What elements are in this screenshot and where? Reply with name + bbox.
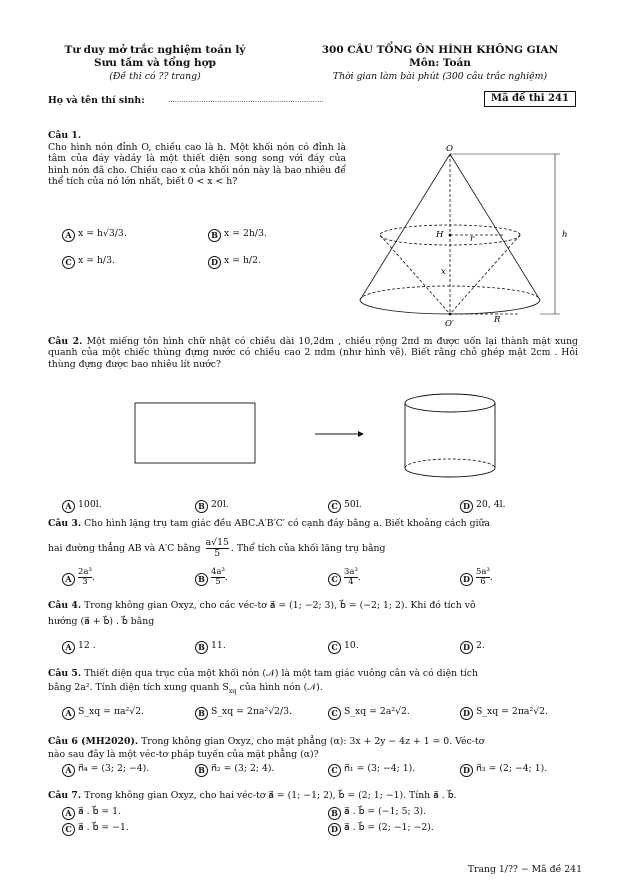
label-r: r [470,234,475,244]
option-letter-d: D [460,641,473,654]
q5-option-d-text: S_xq = 2πa²√2. [476,706,549,717]
q1-option-a[interactable] [62,228,127,242]
q3-c-num: 3a³ [344,567,358,577]
q4-option-c-text: 10. [344,640,359,651]
q7-text: Trong không gian Oxyz, cho hai véc-tơ a⃗ = (1; −1; 2), b⃗ = (2; 1; −1). Tính a⃗ . b⃗. [84,790,457,801]
q6-option-c-text: n⃗₁ = (3; −4; 1). [344,763,416,774]
point-O-prime [449,313,452,316]
q1-option-d-text: x = h/2. [224,255,261,266]
q2-body: Một miếng tôn hình chữ nhật có chiều dài 10,2dm , chiều rộng 2πd m được uốn lại thành mặt xung quanh của một chiếc thùng đựng nước có chiều cao 2 πdm (như hình vẽ). Biết rằng chỗ ghép mật 2cm . Hỏi thùng đựng được bao nhiêu lít nước? [48,336,579,370]
q6-option-d-text: n⃗₃ = (2; −4; 1). [476,763,548,774]
q6-option-c[interactable] [328,763,415,777]
q6-text1: Trong không gian Oxyz, cho mặt phẳng (α): 3x + 2y − 4z + 1 = 0. Véc-tơ [141,736,485,747]
q4-option-b-text: 11. [211,640,226,651]
inner-cone-left [380,235,450,314]
option-letter-d: D [460,764,473,777]
q5-line1 [48,668,478,680]
q3-c-den: 4 [348,577,354,587]
q5-line2: bằng 2a². Tính diện tích xung quanh $S_{xq}$ của hình nón (𝒩). [48,682,323,695]
q5-option-c-text: S_xq = 2a²√2. [344,706,410,717]
q3-option-a[interactable]: A $\frac{\text{2a³}}{3}$ . [62,568,95,587]
q6-option-b[interactable] [195,763,274,777]
q5-text2: bằng 2a². Tính diện tích xung quanh S [48,682,229,693]
q3-b-frac [211,568,225,587]
q3-text2a: hai đường thẳng AB và A′C bằng [48,543,201,554]
label-h: h [562,230,568,240]
q4-option-b[interactable] [195,640,226,654]
q1-cone-figure [350,140,580,330]
q3-text1: Cho hình lặng trụ tam giác đều ABC.A′B′C′ có cạnh đáy bằng a. Biết khoảng cách giữa [84,518,491,529]
q3-text2b: . Thể tích của khối lăng trụ bằng [230,543,386,554]
q2-option-c-text: 50l. [344,499,362,510]
q3-option-d[interactable]: D $\frac{\text{5a³}}{6}$ . [460,568,493,587]
q6-line1 [48,736,484,748]
q3-a-frac [78,568,92,587]
q3-a-den: 3 [82,577,88,587]
q2-figure [130,388,520,488]
q7-option-c[interactable] [62,822,129,836]
inner-cone-right [450,235,520,314]
q5-text1: Thiết diện qua trục của một khối nón (𝒩) là một tam giác vuông cân và có diện tích [84,668,478,679]
q1-option-a-text: x = h√3/3. [78,228,127,239]
student-name-dots: ...................................................................... [168,96,324,104]
q4-text1: Trong không gian Oxyz, cho các véc-tơ a⃗ = (1; −2; 3), b⃗ = (−2; 1; 2). Khi đó tích vô [84,600,476,611]
q6-option-d[interactable] [460,763,547,777]
cylinder-bottom-back [405,459,495,468]
option-letter-b: B [195,764,208,777]
base-ellipse-back [360,286,540,300]
header-right-subject: Môn: Toán [409,57,471,69]
q3-option-c[interactable]: C $\frac{\text{3a³}}{4}$ . [328,568,361,587]
q3-frac-den: 5 [214,548,221,559]
option-letter-a: A [62,573,75,586]
q2-option-a[interactable] [62,499,102,513]
q7-number: Câu 7. [48,790,82,801]
q6-option-b-text: n⃗₂ = (3; 2; 4). [211,763,275,774]
q3-option-b[interactable]: B $\frac{\text{4a³}}{5}$ . [195,568,228,587]
option-letter-b: B [195,707,208,720]
q5-option-b[interactable] [195,706,292,720]
cylinder-bottom-front [405,468,495,477]
option-letter-b: B [195,500,208,513]
q3-c-frac [344,568,358,587]
q1-option-b[interactable] [208,228,267,242]
q3-d-num: 5a³ [476,567,490,577]
q4-line1 [48,600,476,612]
q2-option-b[interactable] [195,499,229,513]
q6-option-a-text: n⃗₄ = (3; 2; −4). [78,763,150,774]
header-left-line3: (Đề thi có ?? trang) [109,71,201,82]
q7-option-b[interactable] [328,806,426,820]
label-H: H [436,230,444,240]
option-letter-b: B [195,573,208,586]
q4-number: Câu 4. [48,600,82,611]
q5-number: Câu 5. [48,668,82,679]
q5-option-d[interactable] [460,706,548,720]
q3-fraction [206,538,229,559]
option-letter-d: D [208,256,221,269]
option-letter-a: A [62,764,75,777]
q5-option-a[interactable] [62,706,144,720]
q6-line2: nào sau đây là một véc-tơ pháp tuyến của mặt phẳng (α)? [48,749,319,760]
option-letter-c: C [328,573,341,586]
point-H [449,234,452,237]
q4-option-d[interactable] [460,640,485,654]
label-x: x [441,267,446,277]
q7-line1 [48,790,457,802]
q7-option-b-text: a⃗ . b⃗ = (−1; 5; 3). [344,806,427,817]
q5-option-b-text: S_xq = 2πa²√2/3. [211,706,293,717]
q3-number: Câu 3. [48,518,82,529]
q5-option-c[interactable] [328,706,410,720]
q3-frac-num: a√15 [205,537,229,548]
q7-option-a[interactable] [62,806,121,820]
q1-text: Cho hình nón đỉnh O, chiều cao là h. Một khối nón có đỉnh là tâm của đáy vàdáy là một thiết diện song song với đáy của hình nón đã cho. Chiều cao x của khối nón này là bao nhiêu để thể tích của nó lớn nhất, biết 0 < x < h? [48,142,346,188]
q1-option-c[interactable] [62,255,115,269]
header-left-line1: Tư duy mở trắc nghiệm toán lý [64,44,246,56]
q3-a-num: 2a³ [78,567,92,577]
option-letter-a: A [62,807,75,820]
q4-line2: hướng (a⃗ + b⃗) . b⃗ bằng [48,616,155,627]
option-letter-a: A [62,641,75,654]
header-left-line2: Sưu tầm và tổng hợp [94,57,216,69]
q5-option-a-text: S_xq = πa²√2. [78,706,145,717]
header-right-time: Thời gian làm bài phút (300 câu trắc nghiệm) [332,71,548,82]
q4-option-d-text: 2. [476,640,485,651]
label-R: R [494,315,501,325]
q2-option-a-text: 100l. [78,499,102,510]
q4-option-c[interactable] [328,640,359,654]
q7-option-d-text: a⃗ . b⃗ = (2; −1; −2). [344,822,434,833]
sheet-rectangle [135,403,255,463]
option-letter-d: D [328,823,341,836]
q7-option-c-text: a⃗ . b⃗ = −1. [78,822,129,833]
q2-option-d-text: 20, 4l. [476,499,506,510]
option-letter-a: A [62,500,75,513]
option-letter-c: C [328,641,341,654]
q2-option-c[interactable] [328,499,362,513]
option-letter-a: A [62,707,75,720]
q2-text [48,336,578,370]
label-O: O [446,144,453,154]
option-letter-d: D [460,573,473,586]
q2-number: Câu 2. [48,336,83,347]
option-letter-c: C [328,707,341,720]
q3-d-frac [476,568,490,587]
q1-title: Câu 1. [48,130,82,141]
option-letter-b: B [328,807,341,820]
option-letter-c: C [62,256,75,269]
q1-option-b-text: x = 2h/3. [224,228,267,239]
q7-option-d[interactable] [328,822,434,836]
page-footer: Trang 1/?? − Mã đề 241 [467,864,582,875]
q4-option-a-text: 12 . [78,640,96,651]
q7-option-a-text: a⃗ . b⃗ = 1. [78,806,122,817]
q3-line2 [48,538,385,559]
q3-b-den: 5 [215,577,221,587]
q6-number: Câu 6 (MH2020). [48,736,139,747]
option-letter-d: D [460,707,473,720]
label-O2: O′ [445,319,454,329]
q3-b-num: 4a³ [211,567,225,577]
student-name-label: Họ và tên thí sinh: [48,95,145,106]
q1-option-d[interactable] [208,255,261,269]
q3-line1 [48,518,490,530]
option-letter-d: D [460,500,473,513]
cylinder-top [405,394,495,412]
q5-text2b: của hình nón (𝒩). [236,682,323,693]
exam-code-box: Mã đề thi 241 [484,91,576,107]
q6-option-a[interactable] [62,763,149,777]
arrow-head [358,431,364,437]
option-letter-c: C [328,500,341,513]
option-letter-c: C [328,764,341,777]
q2-option-b-text: 20l. [211,499,229,510]
q4-option-a[interactable] [62,640,96,654]
q1-option-c-text: x = h/3. [78,255,115,266]
option-letter-a: A [62,229,75,242]
header-right-title: 300 CÂU TỔNG ÔN HÌNH KHÔNG GIAN [321,44,559,56]
q2-option-d[interactable] [460,499,506,513]
q3-d-den: 6 [480,577,486,587]
option-letter-b: B [208,229,221,242]
option-letter-b: B [195,641,208,654]
option-letter-c: C [62,823,75,836]
